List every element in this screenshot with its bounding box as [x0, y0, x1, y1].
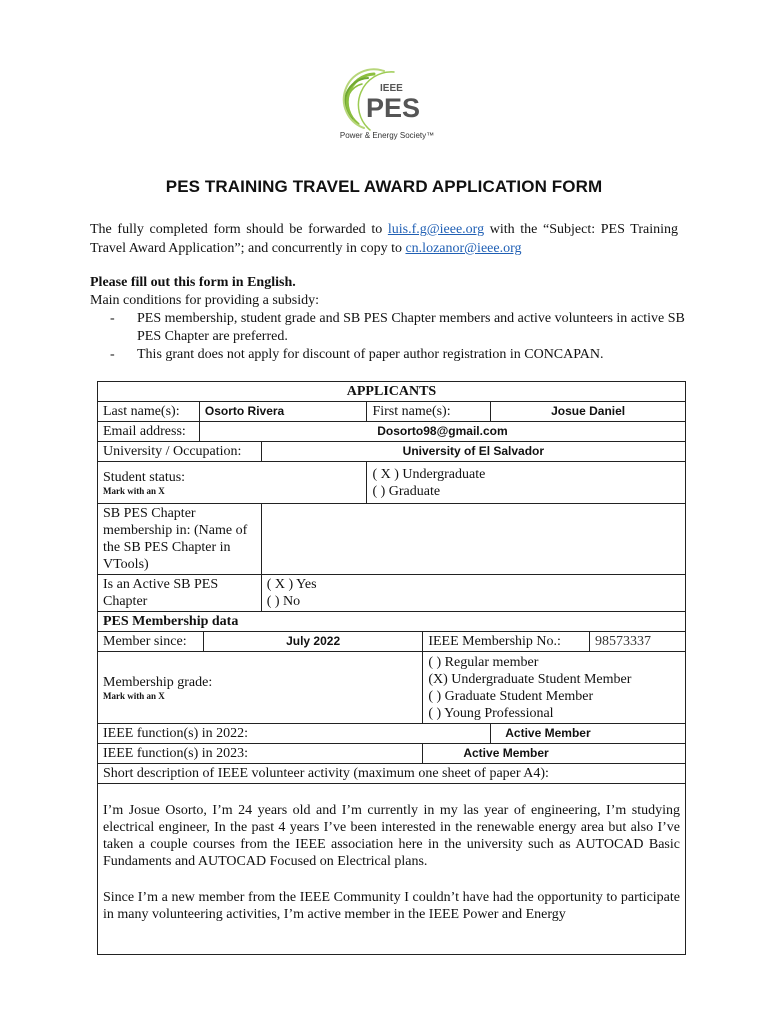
- option-regular[interactable]: ( ) Regular member: [428, 654, 539, 670]
- university-field[interactable]: University of El Salvador: [261, 442, 685, 462]
- student-status-options[interactable]: [367, 462, 686, 504]
- conditions-heading: Main conditions for providing a subsidy:: [90, 293, 320, 308]
- logo-pes-text: PES: [366, 93, 421, 123]
- student-status-label: Student status: Mark with an X: [98, 462, 367, 504]
- last-name-label: Last name(s):: [98, 402, 200, 422]
- option-grad-student[interactable]: ( ) Graduate Student Member: [428, 688, 594, 704]
- functions-2023-field[interactable]: Active Member: [423, 744, 686, 764]
- email-label: Email address:: [98, 422, 200, 442]
- conditions-list: [110, 310, 690, 364]
- option-graduate[interactable]: ( ) Graduate: [372, 483, 441, 499]
- description-paragraph: Since I’m a new member from the IEEE Community I couldn’t have had the opportunity to participate in many volunteering activities, I’m active member in the IEEE Power and Energy: [103, 890, 680, 922]
- functions-2022-label: IEEE function(s) in 2022:: [98, 724, 491, 744]
- option-young-professional[interactable]: ( ) Young Professional: [428, 705, 554, 721]
- applicants-header: APPLICANTS: [98, 382, 686, 402]
- active-chapter-options[interactable]: [261, 575, 685, 612]
- email-field[interactable]: Dosorto98@gmail.com: [199, 422, 685, 442]
- active-chapter-label: Is an Active SB PES Chapter: [98, 575, 262, 612]
- description-paragraph: I’m Josue Osorto, I’m 24 years old and I’m currently in my las year of engineering, I’m studying electrical engineer, In the past 4 years I’ve been interested in the renewable energy area but also I’ve taken a couple courses from the IEEE association here in the university such as AUTOCAD Basic Fundaments and AUTOCAD Focused on Electrical plans.: [103, 803, 680, 869]
- first-name-field[interactable]: Josue Daniel: [491, 402, 686, 422]
- functions-2022-field[interactable]: Active Member: [491, 724, 686, 744]
- membership-grade-options[interactable]: [423, 652, 686, 724]
- option-undergraduate[interactable]: ( X ) Undergraduate: [372, 466, 486, 482]
- option-no[interactable]: ( ) No: [266, 594, 301, 609]
- university-label: University / Occupation:: [98, 442, 262, 462]
- short-description-label: Short description of IEEE volunteer activity (maximum one sheet of paper A4):: [98, 764, 686, 784]
- application-form-table: [97, 381, 686, 955]
- membership-no-field[interactable]: 98573337: [590, 632, 686, 652]
- email-link-lozanor[interactable]: cn.lozanor@ieee.org: [405, 241, 522, 256]
- membership-grade-label: Membership grade: Mark with an X: [98, 652, 423, 724]
- functions-2023-label: IEEE function(s) in 2023:: [98, 744, 423, 764]
- chapter-field[interactable]: [261, 504, 685, 575]
- membership-no-label: IEEE Membership No.:: [423, 632, 590, 652]
- intro-paragraph: The fully completed form should be forwarded to luis.f.g@ieee.org with the “Subject: PES Training Travel Award Application”; and concurrently in copy to cn.lozanor@ieee.org: [90, 222, 678, 256]
- membership-header: PES Membership data: [98, 612, 686, 632]
- fill-english-note: Please fill out this form in English.: [90, 275, 296, 290]
- logo-tagline: Power & Energy Society™: [339, 131, 435, 140]
- volunteer-description[interactable]: [98, 784, 686, 955]
- condition-item: - This grant does not apply for discount of paper author registration in CONCAPAN.: [110, 347, 604, 362]
- last-name-field[interactable]: Osorto Rivera: [199, 402, 367, 422]
- condition-item: - PES membership, student grade and SB PES Chapter members and active volunteers in active SB PES Chapter are preferred.: [110, 311, 685, 344]
- chapter-label: SB PES Chapter membership in: (Name of the SB PES Chapter in VTools): [98, 504, 262, 575]
- member-since-field[interactable]: July 2022: [203, 632, 422, 652]
- email-link-luis[interactable]: luis.f.g@ieee.org: [387, 222, 485, 237]
- option-yes[interactable]: ( X ) Yes: [266, 577, 317, 592]
- member-since-label: Member since:: [98, 632, 204, 652]
- logo-ieee-text: IEEE: [380, 83, 403, 94]
- page-title: PES TRAINING TRAVEL AWARD APPLICATION FORM: [165, 177, 603, 196]
- instructions: [90, 274, 690, 310]
- option-undergrad-student[interactable]: (X) Undergraduate Student Member: [428, 671, 632, 687]
- first-name-label: First name(s):: [367, 402, 491, 422]
